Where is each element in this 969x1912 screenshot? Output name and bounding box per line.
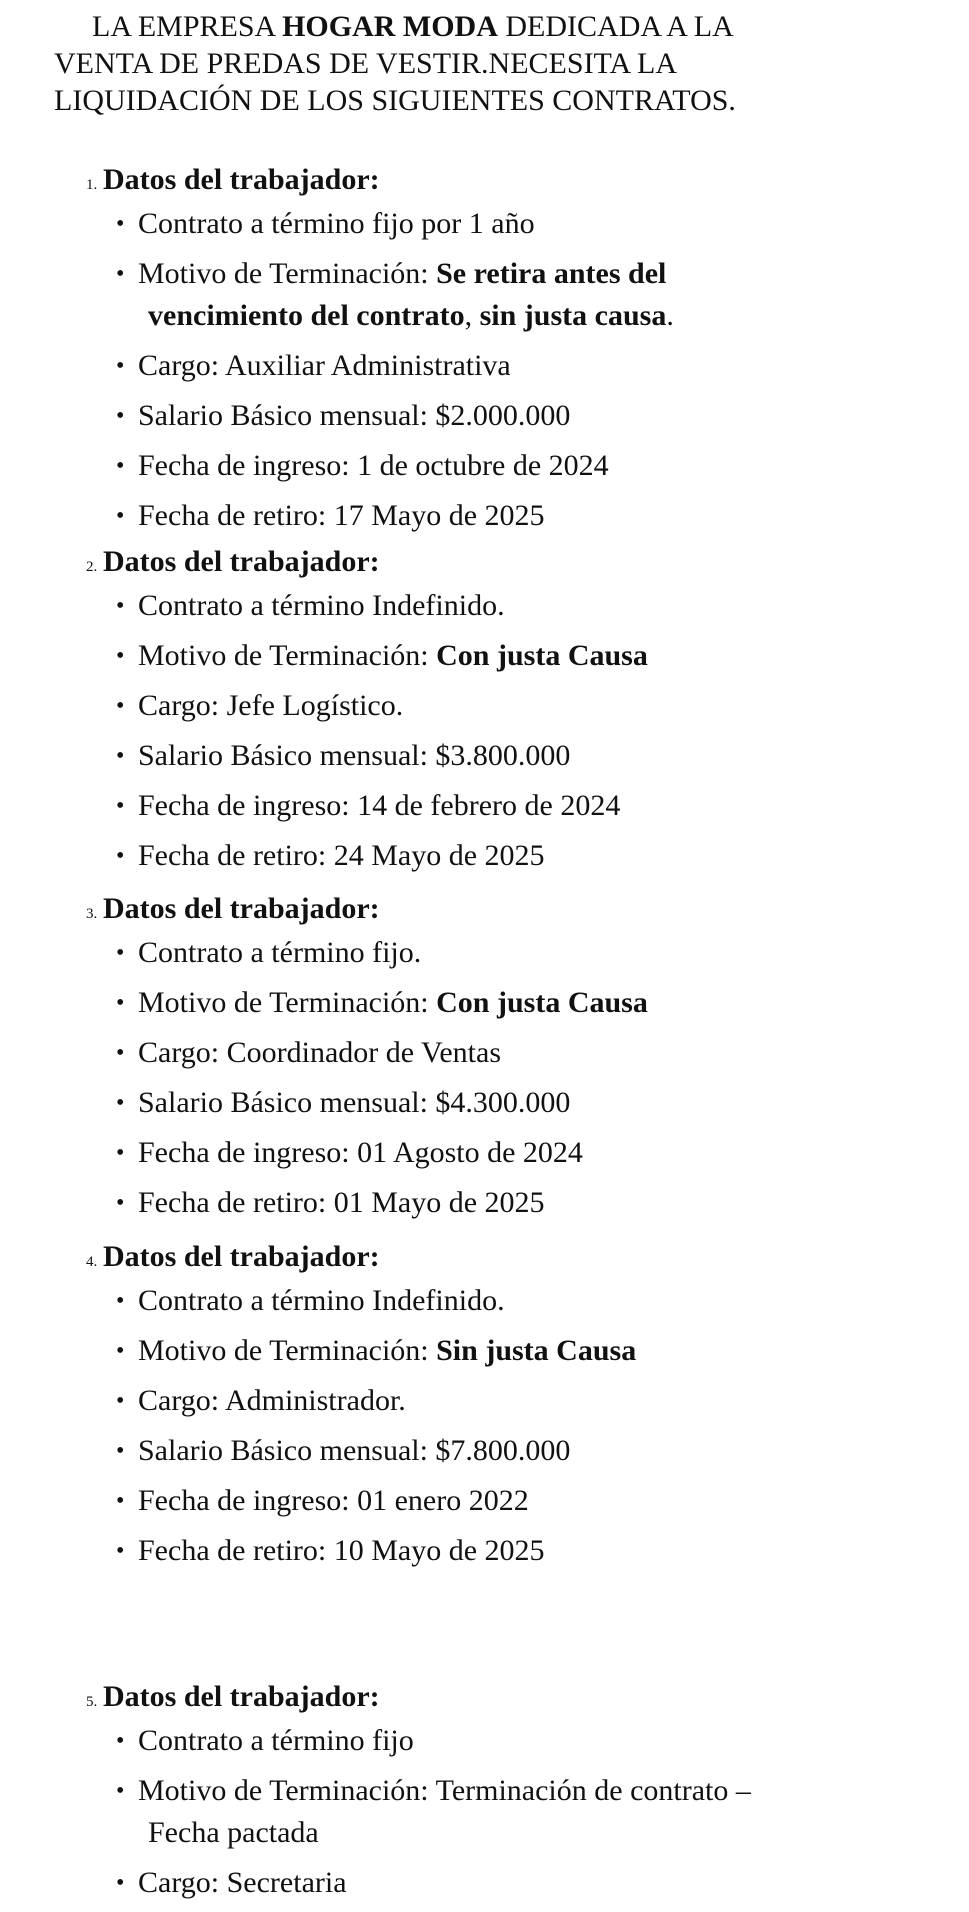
bullet-icon: • [116,990,125,1016]
list-item-reason [86,1770,751,1854]
worker-number: 5. [86,1694,98,1710]
intro-suffix: DEDICADA A LA [505,10,734,43]
end-date: Fecha de retiro: 01 Mayo de 2025 [138,1186,545,1219]
reason-text-cont: Fecha pactada [148,1816,319,1849]
list-item-end-date [86,835,648,877]
salary: Salario Básico mensual: $7.800.000 [138,1434,571,1467]
list-item-end-date [86,1530,636,1572]
worker-details-list [86,1720,751,1904]
reason-label: Motivo de Terminación: [138,639,429,672]
worker-number: 1. [86,177,98,193]
worker-title: Datos del trabajador: [103,1240,380,1273]
bullet-icon: • [116,693,125,719]
worker-details-list [86,932,648,1224]
bullet-icon: • [116,1040,125,1066]
reason-text: Con justa Causa [436,639,648,672]
worker-section-2 [86,545,648,885]
list-item-position [86,1032,648,1074]
bullet-icon: • [116,743,125,769]
bullet-icon: • [116,1488,125,1514]
contract-type: Contrato a término Indefinido. [138,1284,505,1317]
intro-paragraph [54,8,924,119]
worker-number: 2. [86,559,98,575]
list-item-start-date [86,1132,648,1174]
bullet-icon: • [116,940,125,966]
position: Cargo: Administrador. [138,1384,406,1417]
end-date: Fecha de retiro: 10 Mayo de 2025 [138,1534,545,1567]
bullet-icon: • [116,643,125,669]
bullet-icon: • [116,1190,125,1216]
bullet-icon: • [116,1090,125,1116]
reason-text: Sin justa Causa [436,1334,637,1367]
bullet-icon: • [116,503,125,529]
bullet-icon: • [116,453,125,479]
bullet-icon: • [116,1778,125,1804]
reason-label: Motivo de Terminación: [138,1334,429,1367]
bullet-icon: • [116,1338,125,1364]
list-item-position [86,1862,751,1904]
list-item-end-date [86,1182,648,1224]
reason-period: . [666,299,674,332]
list-item-contract [86,932,648,974]
end-date: Fecha de retiro: 24 Mayo de 2025 [138,839,545,872]
bullet-icon: • [116,843,125,869]
list-item-salary [86,1430,636,1472]
worker-title: Datos del trabajador: [103,1680,380,1713]
list-item-position [86,1380,636,1422]
start-date: Fecha de ingreso: 1 de octubre de 2024 [138,449,609,482]
reason-label: Motivo de Terminación: [138,1774,429,1807]
list-item-reason [86,982,648,1024]
worker-section-5 [86,1680,751,1912]
bullet-icon: • [116,1288,125,1314]
list-item-reason [86,1330,636,1372]
list-item-contract [86,1720,751,1762]
end-date: Fecha de retiro: 17 Mayo de 2025 [138,499,545,532]
salary: Salario Básico mensual: $3.800.000 [138,739,571,772]
start-date: Fecha de ingreso: 01 Agosto de 2024 [138,1136,583,1169]
list-item-contract [86,1280,636,1322]
salary: Salario Básico mensual: $2.000.000 [138,399,571,432]
intro-line-3: LIQUIDACIÓN DE LOS SIGUIENTES CONTRATOS. [54,84,736,117]
worker-section-4 [86,1240,636,1580]
worker-number: 3. [86,906,98,922]
company-name: HOGAR MODA [282,10,498,43]
worker-details-list [86,1280,636,1572]
position: Cargo: Secretaria [138,1866,347,1899]
worker-title: Datos del trabajador: [103,163,380,196]
bullet-icon: • [116,1538,125,1564]
list-item-start-date [86,785,648,827]
reason-text: Con justa Causa [436,986,648,1019]
bullet-icon: • [116,1438,125,1464]
list-item-contract [86,585,648,627]
bullet-icon: • [116,1870,125,1896]
start-date: Fecha de ingreso: 14 de febrero de 2024 [138,789,621,822]
contract-type: Contrato a término Indefinido. [138,589,505,622]
list-item-end-date [86,495,674,537]
contract-type: Contrato a término fijo por 1 año [138,207,535,240]
worker-heading [86,163,674,203]
list-item-start-date [86,445,674,487]
contract-type: Contrato a término fijo [138,1724,414,1757]
list-item-reason [86,253,674,337]
worker-details-list [86,203,674,537]
position: Cargo: Jefe Logístico. [138,689,404,722]
intro-line-1 [54,8,924,45]
list-item-position [86,685,648,727]
list-item-position [86,345,674,387]
worker-title: Datos del trabajador: [103,545,380,578]
worker-heading [86,545,648,585]
intro-prefix: LA EMPRESA [92,10,275,43]
bullet-icon: • [116,353,125,379]
worker-section-3 [86,892,648,1232]
worker-details-list [86,585,648,877]
salary: Salario Básico mensual: $4.300.000 [138,1086,571,1119]
reason-text: Se retira antes del [436,257,667,290]
list-item-contract [86,203,674,245]
bullet-icon: • [116,1728,125,1754]
bullet-icon: • [116,403,125,429]
reason-text-cont: vencimiento del contrato [148,299,465,332]
list-item-start-date [86,1480,636,1522]
list-item-reason [86,635,648,677]
worker-number: 4. [86,1254,98,1270]
bullet-icon: • [116,593,125,619]
worker-heading [86,892,648,932]
worker-heading [86,1240,636,1280]
bullet-icon: • [116,211,125,237]
bullet-icon: • [116,793,125,819]
reason-label: Motivo de Terminación: [138,986,429,1019]
start-date: Fecha de ingreso: 01 enero 2022 [138,1484,529,1517]
bullet-icon: • [116,1388,125,1414]
bullet-icon: • [116,1140,125,1166]
worker-heading [86,1680,751,1720]
reason-text-end: sin justa causa [479,299,667,332]
list-item-salary [86,1082,648,1124]
bullet-icon: • [116,261,125,287]
reason-label: Motivo de Terminación: [138,257,429,290]
list-item-salary [86,395,674,437]
reason-text: Terminación de contrato – [435,1774,751,1807]
worker-title: Datos del trabajador: [103,892,380,925]
position: Cargo: Coordinador de Ventas [138,1036,502,1069]
reason-separator: , [464,299,473,332]
intro-line-2: VENTA DE PREDAS DE VESTIR.NECESITA LA [54,47,677,80]
list-item-salary [86,735,648,777]
position: Cargo: Auxiliar Administrativa [138,349,511,382]
worker-section-1 [86,163,674,545]
contract-type: Contrato a término fijo. [138,936,422,969]
